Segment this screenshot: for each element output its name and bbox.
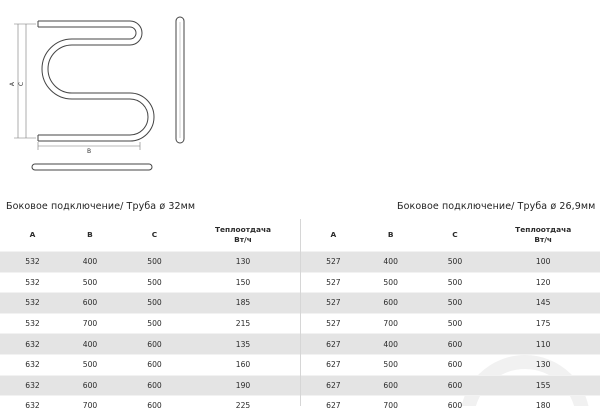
towel-rail-drawing — [0, 0, 220, 190]
cell-c: 600 — [123, 354, 186, 375]
cell-heat: 100 — [486, 252, 600, 273]
dimension-label-b: B — [86, 148, 92, 155]
cell-b: 600 — [358, 293, 424, 314]
cell-c: 500 — [424, 313, 487, 334]
cell-a: 532 — [0, 252, 57, 273]
table-row — [0, 354, 300, 375]
left-spec-table — [0, 219, 300, 416]
cell-b: 600 — [57, 293, 123, 314]
cell-a: 632 — [0, 354, 57, 375]
towel-rail-side-view-icon — [176, 17, 184, 143]
table-header-row — [0, 219, 300, 252]
table-row — [301, 272, 600, 293]
cell-c: 600 — [123, 396, 186, 416]
header-c: C — [452, 230, 458, 239]
right-spec-table — [301, 219, 600, 416]
cell-b: 500 — [57, 272, 123, 293]
cell-c: 500 — [424, 272, 487, 293]
cell-heat: 190 — [186, 375, 300, 396]
dimension-lines — [14, 24, 140, 150]
cell-heat: 130 — [486, 354, 600, 375]
dimension-label-a: A — [9, 81, 16, 87]
cell-a: 527 — [301, 313, 358, 334]
cell-b: 700 — [57, 396, 123, 416]
cell-c: 600 — [424, 375, 487, 396]
cell-heat: 160 — [186, 354, 300, 375]
cell-heat: 215 — [186, 313, 300, 334]
cell-c: 500 — [123, 252, 186, 273]
cell-a: 527 — [301, 293, 358, 314]
cell-a: 532 — [0, 313, 57, 334]
cell-c: 500 — [424, 252, 487, 273]
table-header-row — [301, 219, 600, 252]
table-row — [0, 272, 300, 293]
cell-b: 400 — [57, 334, 123, 355]
cell-b: 700 — [57, 313, 123, 334]
header-heat-output — [486, 219, 600, 252]
cell-b: 400 — [358, 334, 424, 355]
cell-c: 500 — [123, 272, 186, 293]
cell-heat: 150 — [186, 272, 300, 293]
table-row — [0, 313, 300, 334]
cell-c: 500 — [123, 313, 186, 334]
cell-c: 600 — [424, 334, 487, 355]
cell-b: 600 — [358, 375, 424, 396]
cell-b: 600 — [57, 375, 123, 396]
table-row — [301, 334, 600, 355]
cell-a: 632 — [0, 375, 57, 396]
table-row — [0, 252, 300, 273]
cell-b: 400 — [358, 252, 424, 273]
table-row — [301, 313, 600, 334]
cell-b: 400 — [57, 252, 123, 273]
header-heat-line1: Теплоотдача — [515, 225, 572, 234]
cell-b: 500 — [57, 354, 123, 375]
cell-heat: 175 — [486, 313, 600, 334]
dimension-label-c: C — [18, 81, 25, 87]
table-row — [301, 293, 600, 314]
cell-a: 627 — [301, 375, 358, 396]
header-a: A — [330, 230, 337, 239]
cell-heat: 120 — [486, 272, 600, 293]
cell-a: 532 — [0, 293, 57, 314]
cell-c: 600 — [123, 375, 186, 396]
table-row — [0, 334, 300, 355]
cell-heat: 180 — [486, 396, 600, 416]
cell-c: 500 — [424, 293, 487, 314]
cell-heat: 225 — [186, 396, 300, 416]
cell-heat: 185 — [186, 293, 300, 314]
cell-a: 527 — [301, 252, 358, 273]
header-b: B — [87, 230, 93, 239]
table-row — [0, 375, 300, 396]
cell-a: 527 — [301, 272, 358, 293]
cell-a: 627 — [301, 354, 358, 375]
cell-c: 500 — [123, 293, 186, 314]
table-row — [0, 293, 300, 314]
cell-heat: 110 — [486, 334, 600, 355]
header-b: B — [387, 230, 394, 239]
header-heat-output — [186, 219, 300, 252]
towel-rail-front-view-icon — [38, 21, 154, 141]
right-table-title: Боковое подключение/ Труба ø 26,9мм — [397, 201, 596, 212]
towel-rail-top-view-icon — [32, 164, 152, 170]
header-heat-line1: Теплоотдача — [214, 225, 272, 234]
cell-a: 627 — [301, 334, 358, 355]
table-row — [301, 252, 600, 273]
cell-b: 500 — [358, 272, 424, 293]
cell-a: 627 — [301, 396, 358, 416]
cell-a: 532 — [0, 272, 57, 293]
cell-b: 500 — [358, 354, 424, 375]
left-table-title: Боковое подключение/ Труба ø 32мм — [6, 201, 196, 212]
cell-a: 632 — [0, 334, 57, 355]
cell-heat: 145 — [486, 293, 600, 314]
cell-heat: 130 — [186, 252, 300, 273]
header-heat-line2: Вт/ч — [534, 235, 553, 244]
cell-heat: 155 — [486, 375, 600, 396]
header-a: A — [29, 230, 36, 239]
cell-heat: 135 — [186, 334, 300, 355]
header-heat-line2: Вт/ч — [234, 235, 252, 244]
cell-a: 632 — [0, 396, 57, 416]
cell-c: 600 — [424, 354, 487, 375]
cell-b: 700 — [358, 396, 424, 416]
header-c: C — [151, 230, 158, 239]
cell-c: 600 — [424, 396, 487, 416]
cell-c: 600 — [123, 334, 186, 355]
table-row — [301, 354, 600, 375]
table-row — [301, 375, 600, 396]
cell-b: 700 — [358, 313, 424, 334]
